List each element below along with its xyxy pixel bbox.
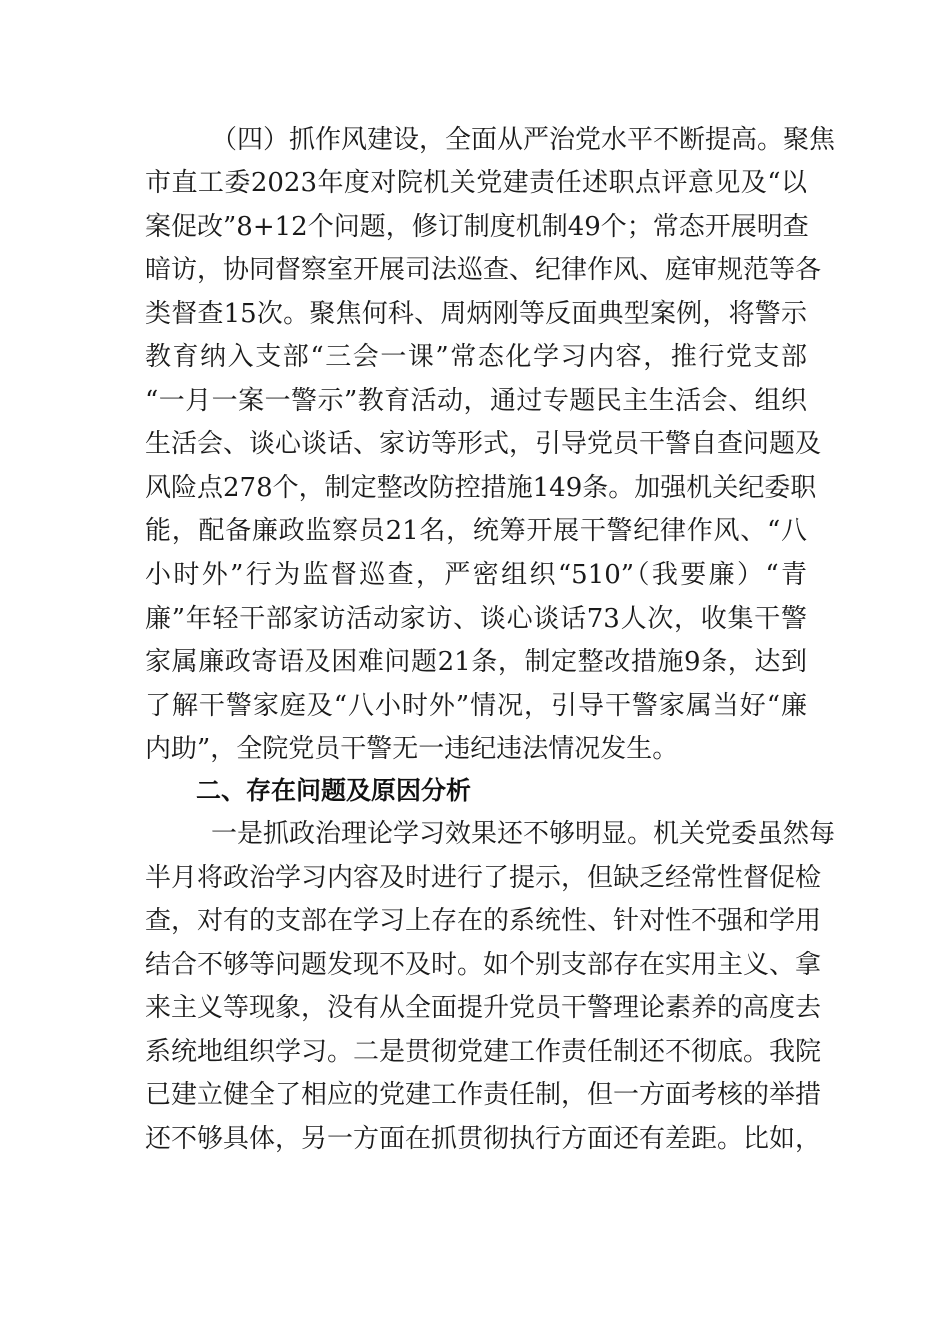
text-line: （四）抓作风建设，全面从严治党水平不断提高。聚焦 bbox=[211, 125, 836, 155]
text-line: 结合不够等问题发现不及时。如个别支部存在实用主义、拿 bbox=[145, 950, 822, 980]
text-line: 系统地组织学习。二是贯彻党建工作责任制还不彻底。我院 bbox=[145, 1037, 822, 1067]
text-line: 生活会、谈心谈话、家访等形式，引导党员干警自查问题及 bbox=[145, 429, 822, 459]
text-line: 小时外”行为监督巡查，严密组织“510”（我要廉）“青 bbox=[145, 560, 807, 590]
text-line: 来主义等现象，没有从全面提升党员干警理论素养的高度去 bbox=[145, 993, 822, 1023]
text-line: 已建立健全了相应的党建工作责任制，但一方面考核的举措 bbox=[145, 1080, 822, 1110]
text-line: 类督查15次。聚焦何科、周炳刚等反面典型案例，将警示 bbox=[145, 299, 807, 329]
text-line: 内助”，全院党员干警无一违纪违法情况发生。 bbox=[145, 734, 679, 764]
text-line: 了解干警家庭及“八小时外”情况，引导干警家属当好“廉 bbox=[145, 691, 807, 721]
text-line: 查，对有的支部在学习上存在的系统性、针对性不强和学用 bbox=[145, 906, 822, 936]
text-line: 家属廉政寄语及困难问题21条，制定整改措施9条，达到 bbox=[145, 647, 807, 677]
text-line: 案促改”8+12个问题，修订制度机制49个；常态开展明查 bbox=[145, 212, 809, 242]
text-line: 教育纳入支部“三会一课”常态化学习内容，推行党支部 bbox=[145, 342, 807, 372]
text-line: 一是抓政治理论学习效果还不够明显。机关党委虽然每 bbox=[211, 819, 836, 849]
text-line: 能，配备廉政监察员21名，统筹开展干警纪律作风、“八 bbox=[145, 516, 807, 546]
text-line: 风险点278个，制定整改防控措施149条。加强机关纪委职 bbox=[145, 473, 817, 503]
text-line: 暗访，协同督察室开展司法巡查、纪律作风、庭审规范等各 bbox=[145, 255, 822, 285]
text-line: 市直工委2023年度对院机关党建责任述职点评意见及“以 bbox=[145, 168, 807, 198]
text-line: 廉”年轻干部家访活动家访、谈心谈话73人次，收集干警 bbox=[145, 604, 807, 634]
text-line: 半月将政治学习内容及时进行了提示，但缺乏经常性督促检 bbox=[145, 863, 822, 893]
text-line: “一月一案一警示”教育活动，通过专题民主生活会、组织 bbox=[145, 386, 807, 416]
section-heading: 二、存在问题及原因分析 bbox=[196, 776, 472, 805]
text-line: 还不够具体，另一方面在抓贯彻执行方面还有差距。比如， bbox=[145, 1124, 822, 1154]
